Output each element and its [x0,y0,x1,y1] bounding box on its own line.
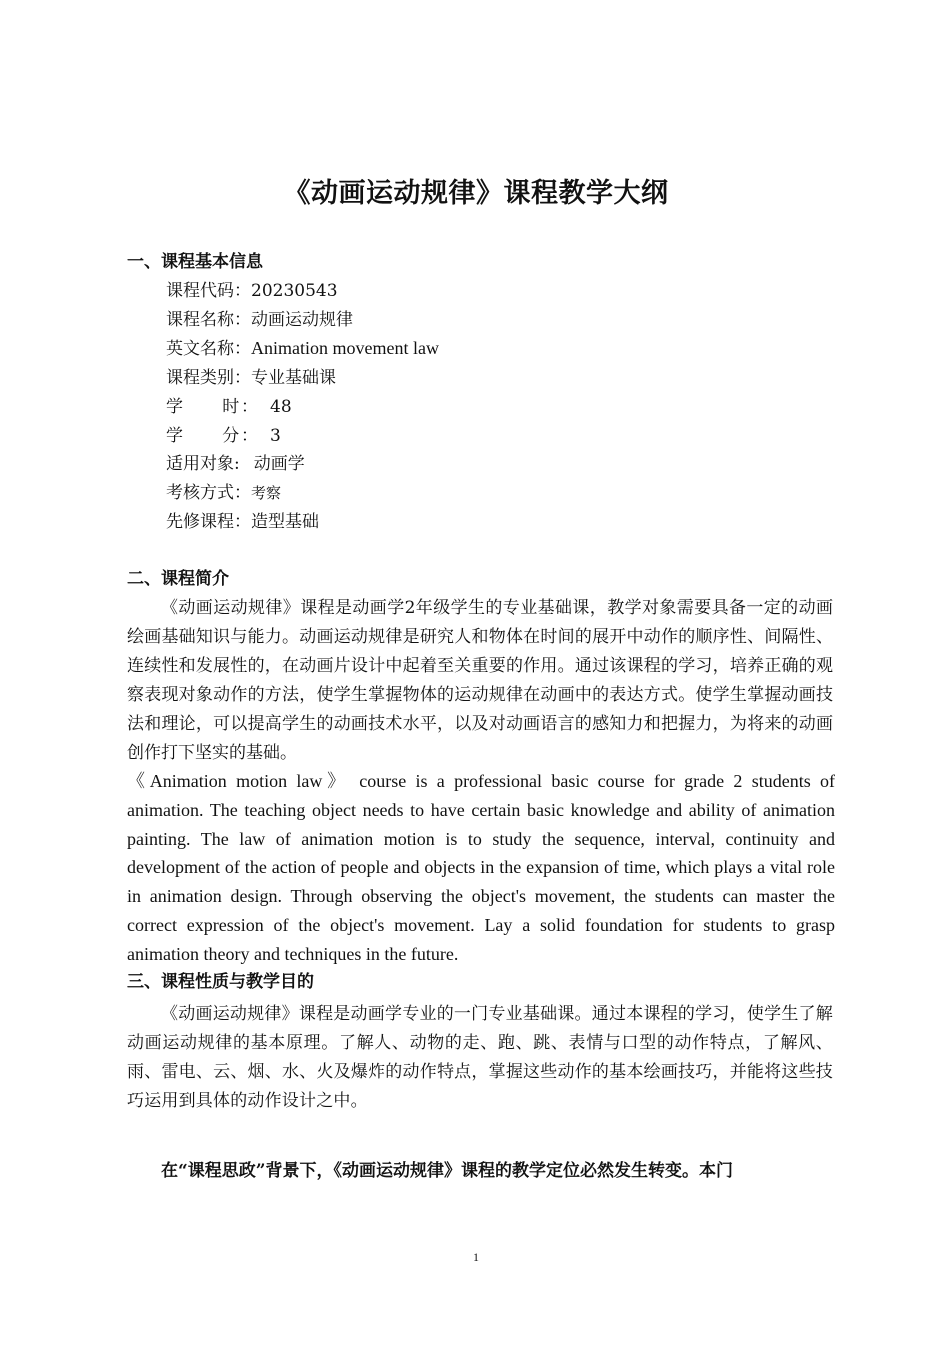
info-value: 动画运动规律 [251,309,353,330]
info-row-english-name [166,334,439,364]
info-label: 英文名称： [166,339,251,360]
info-label: 考核方式： [166,482,251,503]
info-value: 专业基础课 [251,368,336,389]
info-row-code [166,277,439,306]
info-label: 先修课程： [166,511,251,532]
introduction-paragraph-en: 《Animation motion law》 course is a professional basic course for grade 2 students of animation. The teaching object needs to have certain basic knowledge and ability of animation painting. The law of animation motion is to study the sequence, interval, continuity and development of the action of people and objects in the expansion of time, which plays a vital role in animation design. Through observing the object's movement, the students can master the correct expression of the object's movement. Lay a solid foundation for students to grasp animation theory and techniques in the future. [127,771,835,964]
info-label: 课程代码： [166,281,251,301]
section-heading-basic-info: 一、课程基本信息 [127,252,263,272]
course-info-list [166,277,439,536]
purpose-paragraph: 《动画运动规律》课程是动画学专业的一门专业基础课。通过本课程的学习，使学生了解动画运动规律的基本原理。了解人、动物的走、跑、跳、表情与口型的动作特点，了解风、雨、雷电、云、烟、水、火及爆炸的动作特点，掌握这些动作的基本绘画技巧，并能将这些技巧运用到具体的动作设计之中。 [127,1004,833,1111]
section-heading-nature-purpose: 三、课程性质与教学目的 [127,972,314,992]
info-row-audience [166,450,439,479]
info-row-name [166,306,439,335]
section-heading-introduction: 二、课程简介 [127,569,229,589]
info-label: 课程名称： [166,309,251,330]
info-value: 20230543 [251,281,338,301]
info-value: Animation movement law [251,338,439,359]
info-value: 考察 [251,483,282,502]
info-label: 课程类别： [166,368,251,389]
info-row-hours [166,393,439,422]
info-row-credits [166,422,439,451]
page-number: 1 [473,1250,479,1264]
info-row-prerequisite [166,508,439,537]
info-label: 适用对象: [166,454,240,475]
info-value: 48 [270,396,292,417]
info-label: 学 分： [166,425,258,446]
info-row-category [166,364,439,393]
info-label: 学 时： [166,396,258,417]
info-value: 动画学 [253,454,305,475]
introduction-paragraph-zh: 《动画运动规律》课程是动画学2年级学生的专业基础课，教学对象需要具备一定的动画绘画基础知识与能力。动画运动规律是研究人和物体在时间的展开中动作的顺序性、间隔性、连续性和发展性的，在动画片设计中起着至关重要的作用。通过该课程的学习，培养正确的观察表现对象动作的方法，使学生掌握物体的运动规律在动画中的表达方式。使学生掌握动画技法和理论，可以提高学生的动画技术水平，以及对动画语言的感知力和把握力，为将来的动画创作打下坚实的基础。 [127,598,833,763]
ideology-paragraph: 在“课程思政”背景下，《动画运动规律》课程的教学定位必然发生转变。本门 [161,1161,734,1181]
info-row-assessment [166,479,439,508]
document-title: 《动画运动规律》课程教学大纲 [283,178,669,209]
info-value: 3 [270,425,281,446]
info-value: 造型基础 [251,511,319,532]
